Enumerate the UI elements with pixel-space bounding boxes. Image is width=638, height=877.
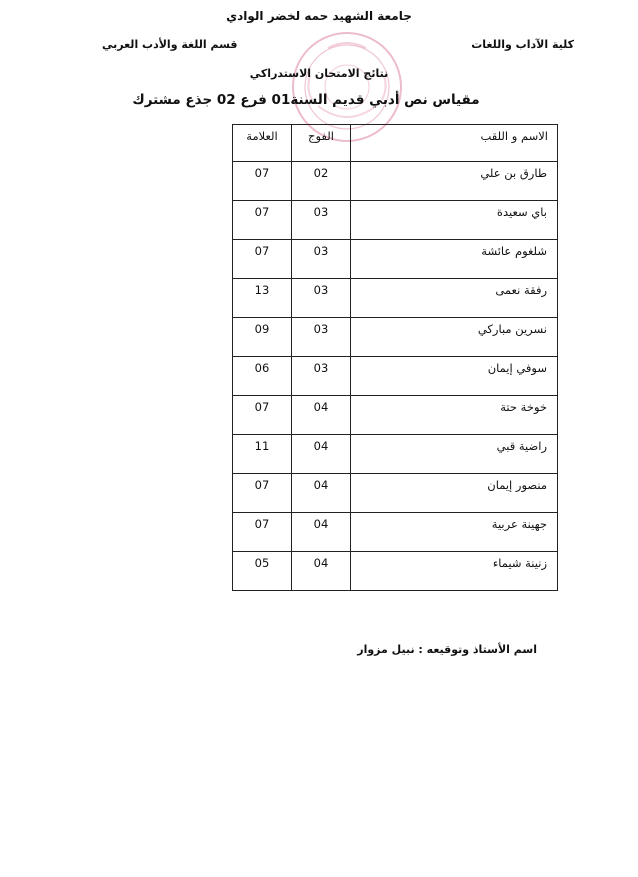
student-group: 04 bbox=[292, 474, 351, 513]
student-group: 03 bbox=[292, 240, 351, 279]
student-group: 02 bbox=[292, 162, 351, 201]
student-name: خوخة حتة bbox=[351, 396, 558, 435]
student-name: رفقة نعمى bbox=[351, 279, 558, 318]
table-row bbox=[233, 318, 558, 357]
student-name: باي سعيدة bbox=[351, 201, 558, 240]
student-name: طارق بن علي bbox=[351, 162, 558, 201]
student-name: شلغوم عائشة bbox=[351, 240, 558, 279]
student-grade: 07 bbox=[233, 162, 292, 201]
student-grade: 11 bbox=[233, 435, 292, 474]
student-group: 03 bbox=[292, 201, 351, 240]
faculty-name: كلية الآداب واللغات bbox=[471, 38, 574, 51]
student-name: نسرين مباركي bbox=[351, 318, 558, 357]
table-row bbox=[233, 435, 558, 474]
header-name: الاسم و اللقب bbox=[351, 125, 558, 162]
table-row bbox=[233, 396, 558, 435]
header-group: الفوج bbox=[292, 125, 351, 162]
subject-title: مقياس نص أدبي قديم السنة01 فرع 02 جذع مشترك bbox=[132, 92, 480, 108]
table-row bbox=[233, 357, 558, 396]
student-group: 03 bbox=[292, 279, 351, 318]
student-group: 04 bbox=[292, 513, 351, 552]
table-row bbox=[233, 513, 558, 552]
teacher-signature-line: اسم الأستاذ وتوقيعه : نبيل مزوار bbox=[357, 643, 537, 656]
table-row bbox=[233, 552, 558, 591]
student-grade: 07 bbox=[233, 240, 292, 279]
student-name: زنينة شيماء bbox=[351, 552, 558, 591]
table-row bbox=[233, 474, 558, 513]
student-group: 04 bbox=[292, 396, 351, 435]
student-grade: 05 bbox=[233, 552, 292, 591]
header-grade: العلامة bbox=[233, 125, 292, 162]
exam-title: نتائج الامتحان الاستدراكي bbox=[249, 67, 389, 80]
student-group: 03 bbox=[292, 357, 351, 396]
student-grade: 06 bbox=[233, 357, 292, 396]
student-grade: 13 bbox=[233, 279, 292, 318]
student-grade: 07 bbox=[233, 396, 292, 435]
university-name: جامعة الشهيد حمه لخضر الوادي bbox=[226, 9, 412, 23]
results-table bbox=[232, 124, 558, 591]
table-row bbox=[233, 162, 558, 201]
table-row bbox=[233, 201, 558, 240]
student-name: راضية قبي bbox=[351, 435, 558, 474]
student-name: جهينة عربية bbox=[351, 513, 558, 552]
student-grade: 07 bbox=[233, 513, 292, 552]
table-row bbox=[233, 240, 558, 279]
student-name: منصور إيمان bbox=[351, 474, 558, 513]
student-group: 03 bbox=[292, 318, 351, 357]
student-grade: 07 bbox=[233, 474, 292, 513]
student-grade: 09 bbox=[233, 318, 292, 357]
student-group: 04 bbox=[292, 552, 351, 591]
student-grade: 07 bbox=[233, 201, 292, 240]
student-name: سوفي إيمان bbox=[351, 357, 558, 396]
department-name: قسم اللغة والأدب العربي bbox=[102, 38, 238, 51]
student-group: 04 bbox=[292, 435, 351, 474]
table-header-row bbox=[233, 125, 558, 162]
table-row bbox=[233, 279, 558, 318]
